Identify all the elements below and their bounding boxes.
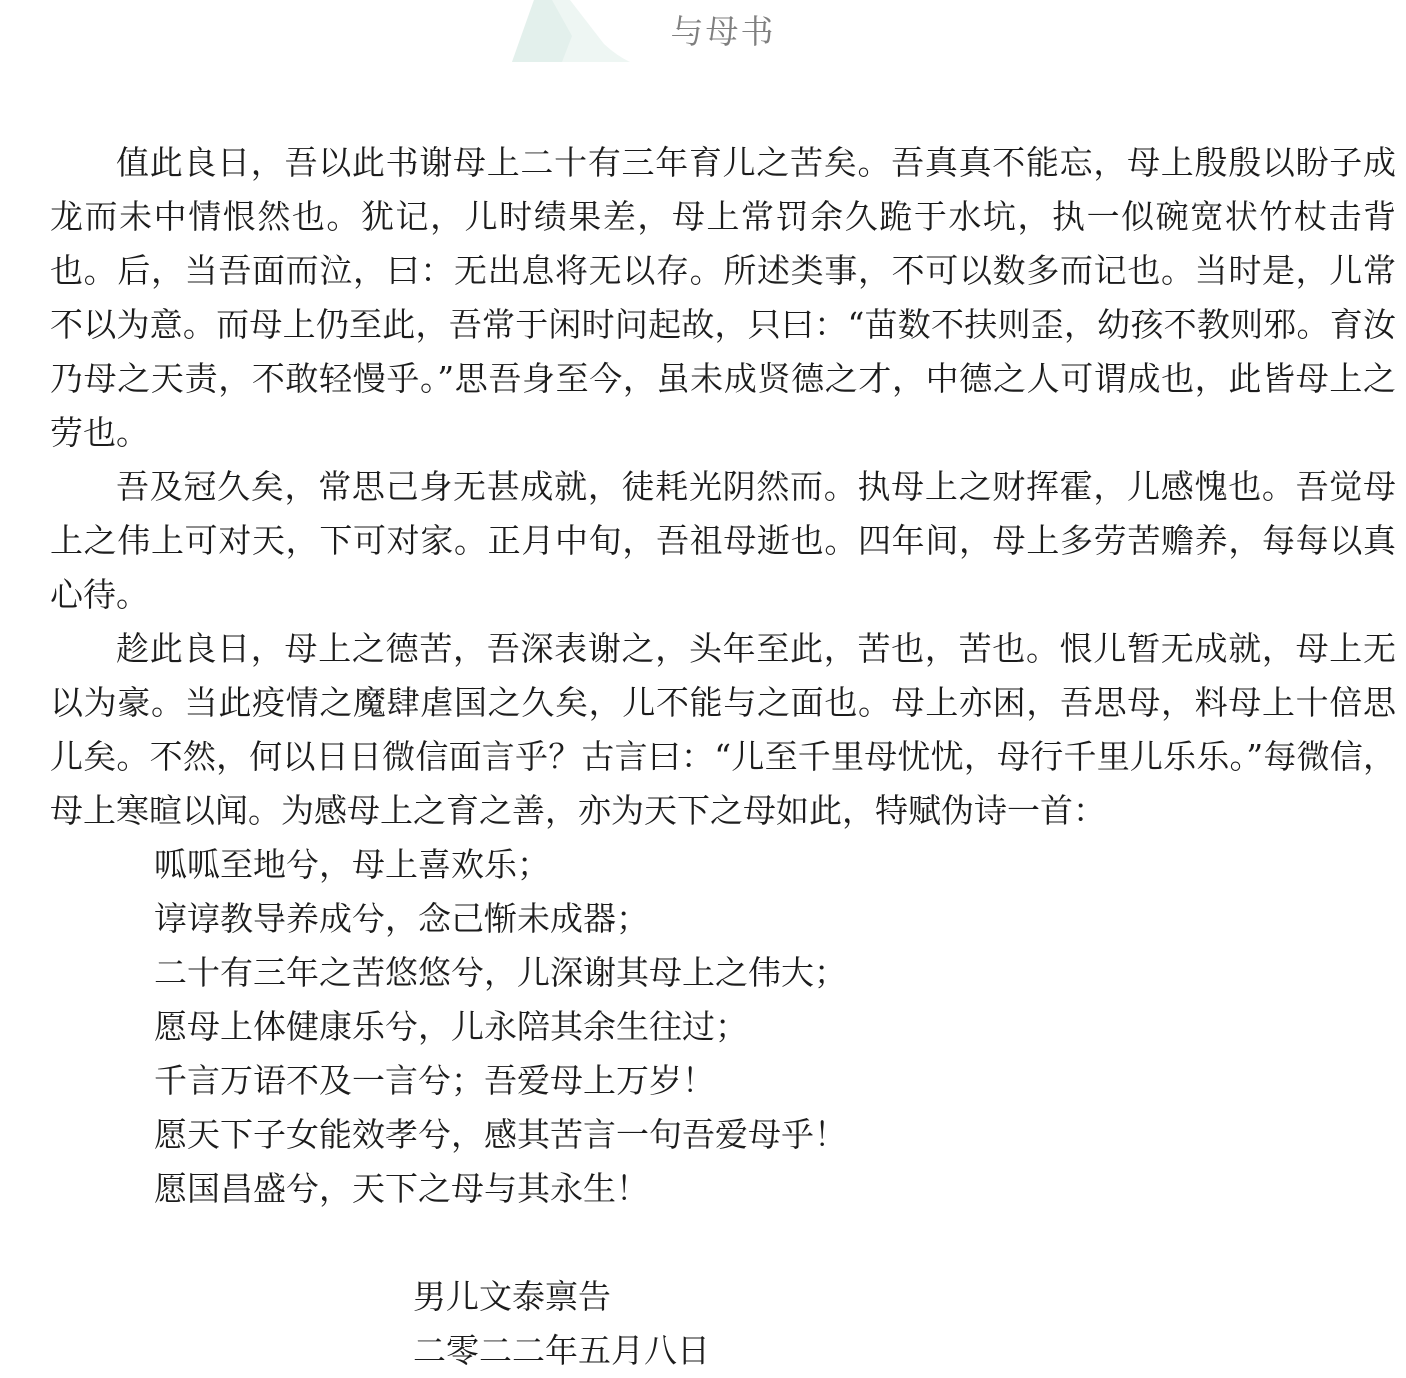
signature-author: 男儿文泰禀告	[413, 1277, 611, 1316]
poem-line: 愿国昌盛兮，天下之母与其永生！	[154, 1169, 649, 1208]
paragraph-1: 值此良日，吾以此书谢母上二十有三年育儿之苦矣。吾真真不能忘，母上殷殷以盼子成龙而未中情恨然也。犹记，儿时绩果差，母上常罚余久跪于水坑，执一似碗宽状竹杖击背也。后，当吾面而泣，曰：无出息将无以存。所述类事，不可以数多而记也。当时是，儿常不以为意。而母上仍至此，吾常于闲时问起故，只曰：“苗数不扶则歪，幼孩不教则邪。育汝乃母之天责，不敢轻慢乎。”思吾身至今，虽未成贤德之才，中德之人可谓成也，此皆母上之劳也。	[50, 143, 1396, 452]
signature-block	[413, 1270, 710, 1378]
poem-line: 谆谆教导养成兮，念己惭未成器；	[154, 899, 649, 938]
paragraph-3: 趁此良日，母上之德苦，吾深表谢之，头年至此，苦也，苦也。恨儿暂无成就，母上无以为豪。当此疫情之魔肆虐国之久矣，儿不能与之面也。母上亦困，吾思母，料母上十倍思儿矣。不然，何以日日微信面言乎？古言曰：“儿至千里母忧忧，母行千里儿乐乐。”每微信，母上寒暄以闻。为感母上之育之善，亦为天下之母如此，特赋伪诗一首：	[50, 629, 1396, 830]
signature-date: 二零二二年五月八日	[413, 1331, 710, 1370]
poem-line: 愿天下子女能效孝兮，感其苦言一句吾爱母乎！	[154, 1115, 847, 1154]
poem-line: 千言万语不及一言兮；吾爱母上万岁！	[154, 1061, 715, 1100]
paragraph-2: 吾及冠久矣，常思己身无甚成就，徒耗光阴然而。执母上之财挥霍，儿感愧也。吾觉母上之伟上可对天，下可对家。正月中旬，吾祖母逝也。四年间，母上多劳苦赡养，每每以真心待。	[50, 467, 1396, 614]
poem-line: 愿母上体健康乐兮，儿永陪其余生往过；	[154, 1007, 748, 1046]
poem-line: 二十有三年之苦悠悠兮，儿深谢其母上之伟大；	[154, 953, 847, 992]
poem	[50, 838, 1396, 1216]
document-title: 与母书	[670, 12, 776, 51]
poem-line: 呱呱至地兮，母上喜欢乐；	[154, 845, 550, 884]
letter-body	[50, 136, 1396, 1216]
